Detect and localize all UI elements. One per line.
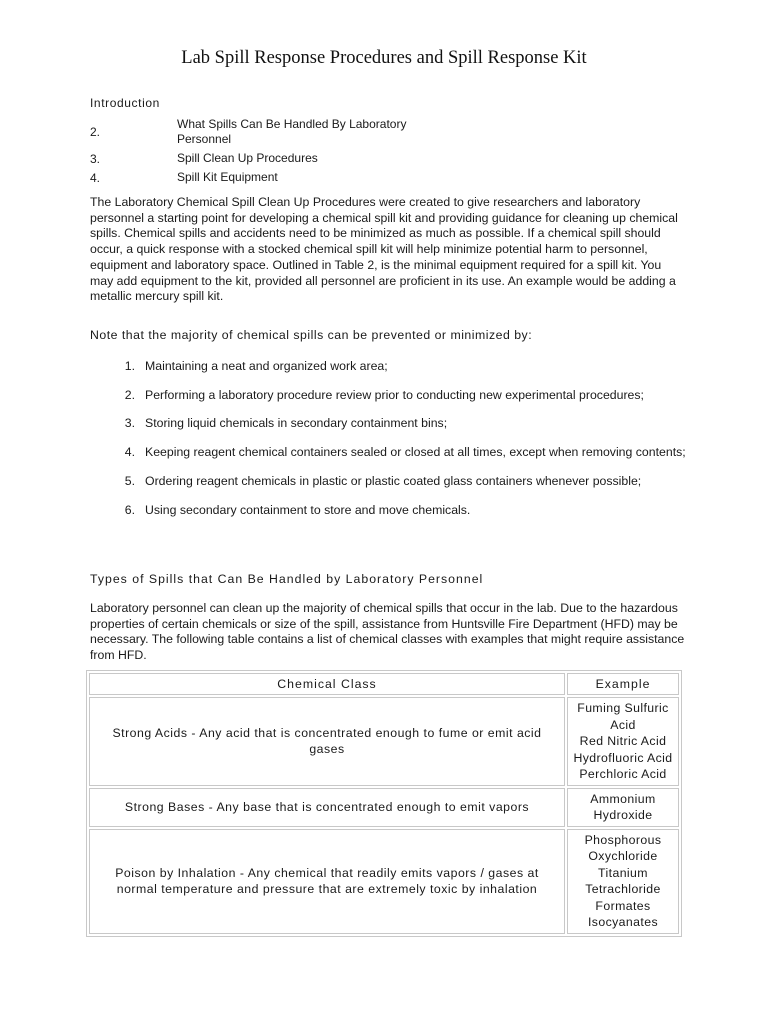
list-item (90, 503, 686, 519)
list-item-number: 2. (124, 387, 135, 402)
example-item: Titanium Tetrachloride (585, 865, 661, 896)
list-item (90, 474, 686, 490)
toc-item (90, 151, 690, 166)
example-item: Hydrofluoric Acid (573, 750, 673, 765)
document-title: Lab Spill Response Procedures and Spill Response Kit (181, 48, 587, 68)
list-item (90, 388, 686, 404)
list-item-number: 5. (124, 473, 135, 488)
list-item (90, 416, 686, 432)
list-item-text: Maintaining a neat and organized work area; (145, 359, 388, 373)
list-item-number: 1. (124, 359, 135, 373)
list-item-number: 4. (124, 445, 135, 460)
chemical-class-table (86, 670, 682, 937)
table-header-row (89, 673, 679, 695)
intro-paragraph: The Laboratory Chemical Spill Clean Up Procedures were created to give researchers and laboratory personnel a starting point for developing a chemical spill kit and providing guidance for cleaning up chemical spills. Chemical spills and accidents need to be minimized as much as possible. If a chemical spill should occur, a quick response with a stocked chemical spill kit will help minimize potential harm to personnel, equipment and laboratory space. Outlined in Table 2, is the minimal equipment required for a spill kit. You may add equipment to the kit, provided all personnel are proficient in its use. An example would be adding a metallic mercury spill kit. (90, 195, 678, 304)
table-row (89, 697, 679, 786)
list-item (90, 359, 686, 375)
toc-item-number: 3. (90, 151, 101, 166)
example-item: Fuming Sulfuric Acid (577, 701, 669, 732)
example-cell (567, 788, 679, 827)
example-item: Ammonium Hydroxide (590, 791, 656, 822)
toc-item (90, 117, 690, 147)
prevention-list (90, 359, 686, 531)
toc-item-text: Spill Clean Up Procedures (177, 151, 318, 165)
example-item: Perchloric Acid (579, 767, 667, 781)
list-item-number: 3. (124, 416, 135, 431)
list-item-text: Keeping reagent chemical containers sealed or closed at all times, except when removing contents; (145, 445, 686, 460)
types-paragraph: Laboratory personnel can clean up the majority of chemical spills that occur in the lab. Due to the hazardous properties of certain chemicals or size of the spill, assistance from Huntsville Fire Department (HFD) may be necessary. The following table contains a list of chemical classes with examples that might require assistance from HFD. (90, 601, 685, 663)
list-item-text: Using secondary containment to store and move chemicals. (145, 502, 471, 517)
toc-item-text: What Spills Can Be Handled By Laboratory Personnel (177, 117, 407, 146)
toc-item (90, 170, 690, 185)
list-item-text: Ordering reagent chemicals in plastic or plastic coated glass containers whenever possible; (145, 473, 642, 488)
list-item-text: Storing liquid chemicals in secondary containment bins; (145, 416, 448, 431)
toc-item-text: Spill Kit Equipment (177, 170, 278, 184)
example-item: Isocyanates (587, 915, 659, 929)
example-item: Phosphorous Oxychloride (584, 832, 662, 863)
example-cell (567, 829, 679, 934)
list-item-text: Performing a laboratory procedure review prior to conducting new experimental procedures; (145, 387, 644, 402)
prevention-note: Note that the majority of chemical spills can be prevented or minimized by: (90, 328, 533, 342)
toc-item-number: 2. (90, 125, 101, 139)
introduction-label: Introduction (90, 96, 160, 110)
column-header-chemical-class: Chemical Class (89, 673, 565, 695)
chemical-class-cell: Strong Bases - Any base that is concentrated enough to emit vapors (89, 788, 565, 827)
example-item: Formates (595, 898, 651, 913)
list-item (90, 445, 686, 461)
chemical-class-cell: Strong Acids - Any acid that is concentrated enough to fume or emit acid gases (89, 697, 565, 786)
column-header-example: Example (567, 673, 679, 695)
chemical-class-cell: Poison by Inhalation - Any chemical that readily emits vapors / gases at normal temperature and pressure that are extremely toxic by inhalation (89, 829, 565, 934)
table-row (89, 788, 679, 827)
section-heading: Types of Spills that Can Be Handled by Laboratory Personnel (90, 572, 484, 586)
list-item-number: 6. (124, 502, 135, 517)
table-row (89, 829, 679, 934)
example-item: Red Nitric Acid (579, 734, 667, 748)
toc-item-number: 4. (90, 170, 101, 185)
example-cell (567, 697, 679, 786)
table-of-contents (90, 117, 690, 189)
